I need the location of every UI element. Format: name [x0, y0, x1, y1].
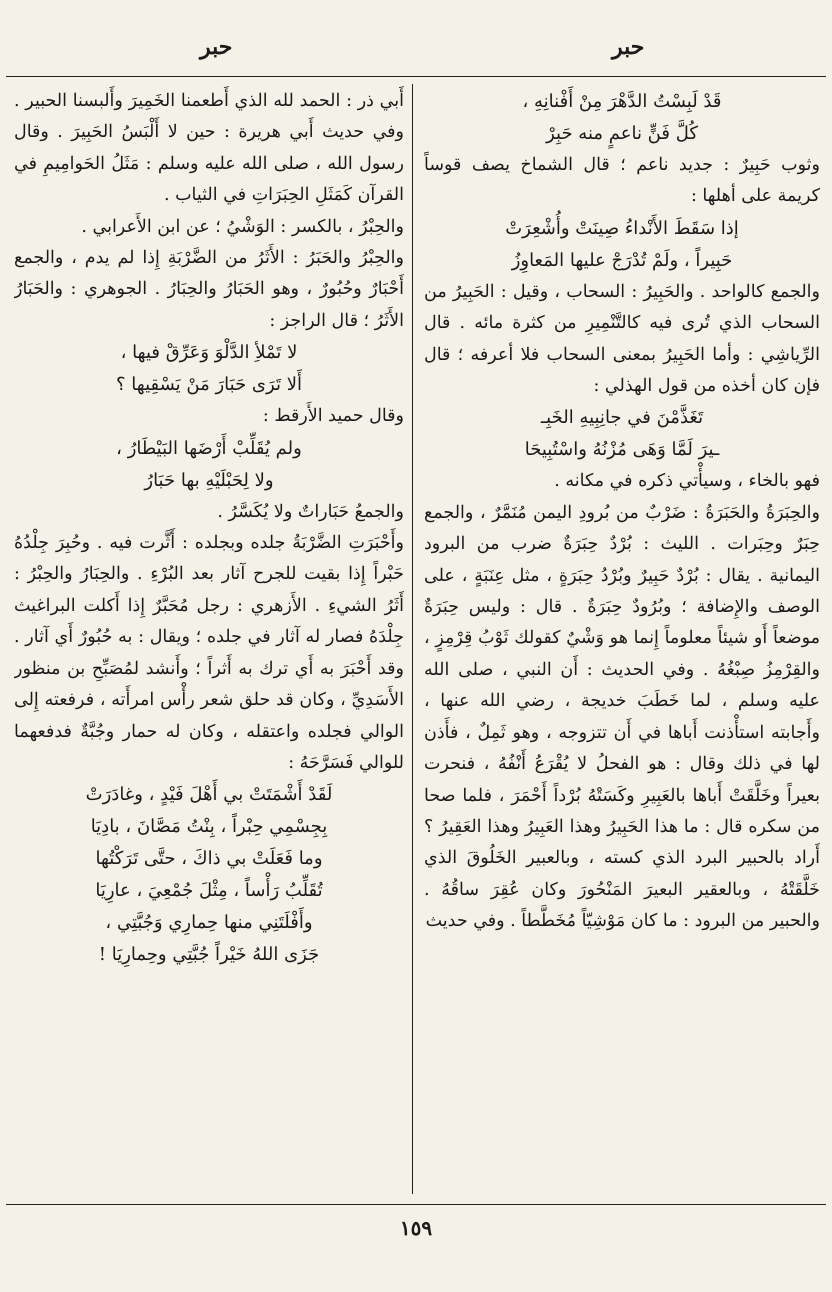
paragraph: والحِبْرُ والحَبَرُ : الأَثَرُ من الضَّرْبَةِ إِذا لم يدم ، والجمع أَحْبَارٌ وحُبُورٌ ، وهو الحَبَارُ والحِبَارُ . الجوهري : والحَبَارُ الأَثَرُ ؛ قال الراجز :	[14, 248, 404, 331]
verse-line: وأَفْلَتَنِي منها حِمارِي وَجُبَّتِي ،	[105, 912, 313, 934]
paragraph: والحِبَرَةُ والحَبَرَةُ : ضَرْبٌ من بُرودِ اليمن مُنَمَّرٌ ، والجمع حِبَرٌ وحِبَرات . الليث : بُرْدٌ حِبَرَةٌ ضرب من البرود اليمانية . يقال : بُرْدٌ حَبِيرٌ وبُرْدُ حِبَرَةٍ ، مثل عِنَبَةٍ ، على الوصف والإِضافة ؛ وبُرُودٌ حِبَرَةٌ . قال : وليس حِبَرَةٌ موضعاً أَو شيئاً معلوماً إِنما هو وَشْيٌ كقولك ثَوْبُ قِرْمِزٍ ، والقِرْمِزُ صِبْغُهُ . وفي الحديث : أَن النبي ، صلى الله عليه وسلم ، لما خَطَبَ خديجة ، رضي الله عنها ، وأَجابته استأْذنت أَباها في أَن تتزوجه ، وهو ثَمِلٌ ، فأَذن لها في ذلك وقال : هو الفحلُ لا يُقْرَعُ أَنْفُهُ ، فنحرت بعيراً وخَلَّقَتْ أَباها بالعَبِيرِ وكَسَتْهُ بُرْداً أَحْمَرَ ، فلما صحا من سكره قال : ما هذا الحَبِيرُ وهذا العَبِيرُ وهذا العَقِيرُ ؟ أَراد بالحبير البرد الذي كسته ، وبالعبير الخَلُوقَ الذي خَلَّقَتْهُ ، وبالعقير البعيرَ المَنْحُورَ وكان عُقِرَ ساقُهُ . والحبير من البرود : ما كان مَوْشِيّاً مُخَطَّطاً . وفي حديث	[424, 502, 820, 932]
verse-line: قَدْ لَبِسْتُ الدَّهْرَ مِنْ أَفْنانِهِ ،	[522, 91, 722, 112]
paragraph: والحِبْرُ ، بالكسر : الوَشْيُ ؛ عن ابن الأَعرابي .	[81, 216, 404, 237]
page-number: ١٥٩	[399, 1216, 433, 1240]
verse-line: لَقَدْ أَشْمَتَتْ بي أَهْلَ فَيْدٍ ، وغادَرَتْ	[85, 784, 333, 806]
paragraph: أَبي ذر : الحمد لله الذي أَطعمنا الخَمِيرَ وأَلبسنا الحبير . وفي حديث أَبي هريرة : حين لا أَلْبَسُ الحَبِيرَ . وقال رسول الله ، صلى الله عليه وسلم : مَثَلُ الحَوامِيمِ في القرآن كَمَثَلِ الحِبَرَاتِ في الثياب .	[14, 91, 404, 206]
paragraph: والجمع كالواحد . والحَبِيرُ : السحاب ، وقيل : الحَبِيرُ من السحاب الذي تُرى فيه كالتَّنْمِيرِ من كثرة مائه . قال الرِّياشِي : وأما الحَبِيرُ بمعنى السحاب فلا أعرفه ؛ قال فإن كان أخذه من قول الهذلي :	[424, 281, 820, 397]
paragraph: فهو بالخاء ، وسيأْتي ذكره في مكانه .	[554, 471, 820, 492]
verse-line: ـيرَ لَمَّا وَهَى مُزْنُهُ واسْتُبِيحَا	[524, 439, 720, 461]
verse-line: إذا سَقَطَ الأَنْداءُ صِينَتْ وأُشْعِرَتْ	[505, 217, 739, 239]
page-header	[0, 28, 832, 68]
verse-line: كُلَّ فَنٍّ ناعمٍ منه حَبِرْ	[546, 123, 698, 144]
verse-line: تُقَلِّبُ رَأْساً ، مِثْلَ جُمْعِيَ ، عارِيَا	[95, 880, 323, 902]
verse-line: بِجِسْمِي حِبْراً ، بِنْتُ مَصَّانَ ، بادِيَا	[90, 816, 328, 838]
paragraph: والجمعُ حَبَاراتٌ ولا يُكَسَّرُ .	[217, 501, 404, 522]
paragraph: وثوب حَبِيرٌ : جديد ناعم ؛ قال الشماخ يصف قوساً كريمة على أهلها :	[424, 155, 820, 207]
verse-line: أَلا تَرَى حَبَارَ مَنْ يَسْقِيها ؟	[116, 374, 302, 396]
verse-line: ولم يُقَلِّبْ أَرْضَها البَيْطَارُ ،	[116, 437, 302, 459]
verse-line: حَبِيراً ، ولَمْ تُدْرَجْ عليها المَعاوِزُ	[511, 249, 733, 271]
running-headword-left: حبر	[200, 34, 233, 60]
paragraph: وأَحْبَرَتِ الضَّرْبَةُ جلده وبجلده : أَثَّرت فيه . وحُبِرَ جِلْدُهُ حَبْراً إِذا بقيت للجرح آثار بعد البُرْءِ . والحِبَارُ والحِبْرُ : أَثَرُ الشيءِ . الأَزهري : رجل مُحَبَّرٌ إِذا أَكلت البراغيث جِلْدَهُ فصار له آثار في جلده ؛ ويقال : به حُبُورٌ أَي آثار . وقد أَحْبَرَ به أَي ترك به أَثراً ؛ وأَنشد لمُصَبِّحِ بن منظور الأَسَدِيِّ ، وكان قد حلق شعر رأْس امرأَته ، فرفعته إِلى الوالي فجلده واعتقله ، وكان له حمار وجُبَّةٌ فدفعهما للوالي فَسَرَّحَهُ :	[14, 533, 404, 773]
footer-rule	[6, 1204, 826, 1205]
header-rule	[6, 76, 826, 77]
left-column	[14, 86, 404, 1198]
paragraph: وقال حميد الأَرقط :	[262, 406, 404, 427]
running-headword-right: حبر	[612, 34, 645, 60]
verse-line: وما فَعَلَتْ بي ذاكَ ، حتَّى تَرَكْتُها	[95, 848, 323, 870]
verse-line: تَغَذَّمْنَ في جانِبِيهِ الخَبِـ	[540, 407, 704, 429]
verse-line: لا تَمْلأِ الدَّلْوَ وَعَرِّقْ فيها ،	[120, 342, 298, 364]
column-divider	[412, 84, 413, 1194]
verse-line: جَزَى اللهُ خَيْراً جُبَّتِي وحِمارِيَا !	[98, 944, 320, 966]
verse-line: ولا لِحَبْلَيْهِ بها حَبَارُ	[144, 469, 274, 491]
right-column	[424, 86, 820, 1198]
